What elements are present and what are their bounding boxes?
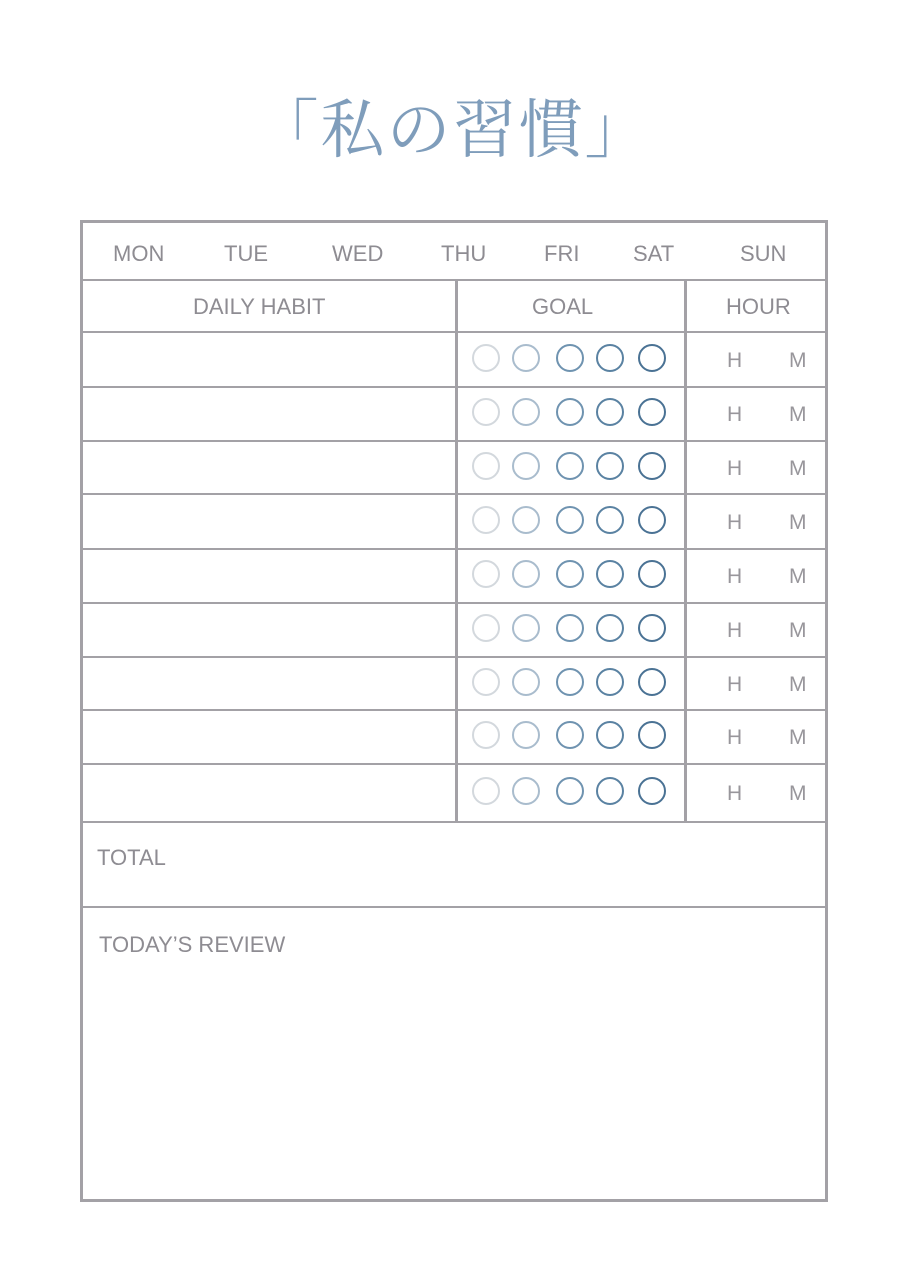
goal-circles: [472, 506, 672, 538]
day-mon[interactable]: MON: [113, 241, 165, 266]
goal-circle-4[interactable]: [596, 344, 624, 372]
goal-circles: [472, 452, 672, 484]
goal-circle-3[interactable]: [556, 721, 584, 749]
goal-circle-5[interactable]: [638, 560, 666, 588]
goal-circles: [472, 398, 672, 430]
goal-circle-1[interactable]: [472, 614, 500, 642]
habit-name-cell[interactable]: [83, 602, 455, 656]
total-field[interactable]: [83, 823, 825, 906]
habit-name-cell[interactable]: [83, 656, 455, 709]
goal-circles: [472, 777, 672, 809]
minute-unit-label: M: [789, 457, 807, 480]
goal-circle-2[interactable]: [512, 452, 540, 480]
minute-unit-label: M: [789, 726, 807, 749]
day-thu[interactable]: THU: [441, 241, 487, 266]
habit-name-cell[interactable]: [83, 386, 455, 440]
day-fri[interactable]: FRI: [544, 241, 580, 266]
goal-circle-5[interactable]: [638, 668, 666, 696]
goal-circle-1[interactable]: [472, 344, 500, 372]
habit-name-cell[interactable]: [83, 331, 455, 386]
divider: [83, 279, 825, 281]
goal-circle-5[interactable]: [638, 398, 666, 426]
todays-review-field[interactable]: [83, 968, 825, 1199]
minute-unit-label: M: [789, 565, 807, 588]
header-goal: GOAL: [532, 294, 594, 319]
minute-unit-label: M: [789, 782, 807, 805]
goal-circle-4[interactable]: [596, 560, 624, 588]
habit-name-cell[interactable]: [83, 440, 455, 493]
hour-unit-label: H: [727, 457, 743, 480]
goal-circle-5[interactable]: [638, 506, 666, 534]
todays-review-label: TODAY’S REVIEW: [99, 932, 286, 957]
goal-circle-2[interactable]: [512, 560, 540, 588]
hour-unit-label: H: [727, 619, 743, 642]
goal-circle-2[interactable]: [512, 721, 540, 749]
day-tue[interactable]: TUE: [224, 241, 268, 266]
goal-circle-1[interactable]: [472, 452, 500, 480]
goal-circle-3[interactable]: [556, 398, 584, 426]
hour-unit-label: H: [727, 782, 743, 805]
goal-circle-4[interactable]: [596, 452, 624, 480]
habit-name-cell[interactable]: [83, 763, 455, 821]
hour-unit-label: H: [727, 511, 743, 534]
total-label: TOTAL: [97, 845, 166, 870]
minute-unit-label: M: [789, 673, 807, 696]
goal-circle-5[interactable]: [638, 452, 666, 480]
habit-name-cell[interactable]: [83, 548, 455, 602]
goal-circle-4[interactable]: [596, 668, 624, 696]
goal-circle-2[interactable]: [512, 777, 540, 805]
goal-circles: [472, 668, 672, 700]
habit-name-cell[interactable]: [83, 493, 455, 548]
goal-circle-4[interactable]: [596, 777, 624, 805]
goal-circle-1[interactable]: [472, 668, 500, 696]
goal-circle-3[interactable]: [556, 560, 584, 588]
goal-circle-5[interactable]: [638, 721, 666, 749]
goal-circle-3[interactable]: [556, 668, 584, 696]
goal-circle-5[interactable]: [638, 777, 666, 805]
day-sun[interactable]: SUN: [740, 241, 787, 266]
goal-circle-2[interactable]: [512, 398, 540, 426]
day-wed[interactable]: WED: [332, 241, 384, 266]
day-sat[interactable]: SAT: [633, 241, 675, 266]
goal-circle-3[interactable]: [556, 506, 584, 534]
goal-circles: [472, 560, 672, 592]
minute-unit-label: M: [789, 349, 807, 372]
goal-circle-1[interactable]: [472, 721, 500, 749]
goal-circle-5[interactable]: [638, 614, 666, 642]
goal-circle-4[interactable]: [596, 614, 624, 642]
column-divider: [455, 280, 458, 821]
header-hour: HOUR: [726, 294, 791, 319]
goal-circles: [472, 614, 672, 646]
minute-unit-label: M: [789, 511, 807, 534]
goal-circle-1[interactable]: [472, 506, 500, 534]
goal-circle-3[interactable]: [556, 452, 584, 480]
minute-unit-label: M: [789, 403, 807, 426]
goal-circle-4[interactable]: [596, 506, 624, 534]
goal-circle-3[interactable]: [556, 614, 584, 642]
goal-circle-2[interactable]: [512, 344, 540, 372]
goal-circle-3[interactable]: [556, 777, 584, 805]
header-daily-habit: DAILY HABIT: [193, 294, 326, 319]
hour-unit-label: H: [727, 349, 743, 372]
goal-circle-4[interactable]: [596, 721, 624, 749]
goal-circles: [472, 721, 672, 753]
hour-unit-label: H: [727, 403, 743, 426]
page-title: 「私の習慣」: [254, 94, 651, 168]
goal-circles: [472, 344, 672, 376]
hour-unit-label: H: [727, 565, 743, 588]
column-divider: [684, 280, 687, 821]
habit-tracker-sheet: [80, 220, 828, 1202]
hour-unit-label: H: [727, 673, 743, 696]
hour-unit-label: H: [727, 726, 743, 749]
goal-circle-2[interactable]: [512, 614, 540, 642]
goal-circle-1[interactable]: [472, 398, 500, 426]
goal-circle-1[interactable]: [472, 560, 500, 588]
habit-name-cell[interactable]: [83, 709, 455, 763]
goal-circle-4[interactable]: [596, 398, 624, 426]
goal-circle-2[interactable]: [512, 506, 540, 534]
goal-circle-5[interactable]: [638, 344, 666, 372]
goal-circle-2[interactable]: [512, 668, 540, 696]
divider: [83, 906, 825, 908]
goal-circle-1[interactable]: [472, 777, 500, 805]
goal-circle-3[interactable]: [556, 344, 584, 372]
minute-unit-label: M: [789, 619, 807, 642]
